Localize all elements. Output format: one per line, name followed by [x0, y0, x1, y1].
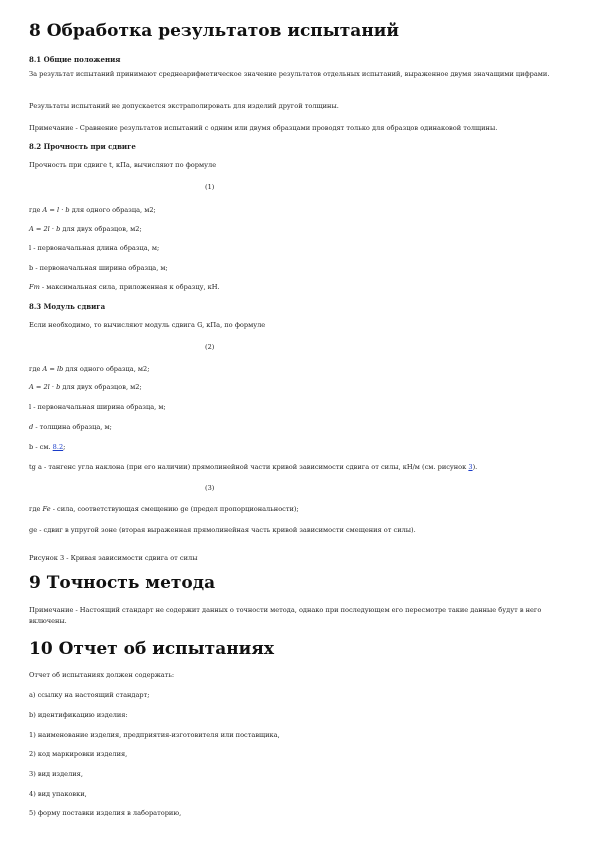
note-comparison: Примечание - Сравнение результатов испытаний с одним или двумя образцами проводят только для образцов одинаковой толщины. — [29, 124, 498, 132]
link-figure-3[interactable]: 3 — [468, 463, 473, 471]
report-item: 1) наименование изделия, предприятия-изготовителя или поставщика, — [29, 731, 280, 739]
where-length: l - первоначальная длина образца, м; — [29, 244, 160, 252]
section-9-heading: 9 Точность метода — [29, 573, 216, 593]
where-area-double: A = 2l · b для двух образцов, м2; — [29, 225, 142, 233]
report-intro: Отчет об испытаниях должен содержать: — [29, 671, 175, 679]
report-item: 3) вид изделия, — [29, 770, 83, 778]
report-item: 5) форму поставки изделия в лабораторию, — [29, 809, 182, 817]
paragraph-no-extrapolation: Результаты испытаний не допускается экстраполировать для изделий другой толщины. — [29, 102, 339, 110]
where-max-force: Fm - максимальная сила, приложенная к образцу, кН. — [29, 283, 220, 291]
report-item: 4) вид упаковки, — [29, 790, 87, 798]
subsection-8-2-heading: 8.2 Прочность при сдвиге — [29, 142, 136, 151]
where-tangent: tg a - тангенс угла наклона (при его наличии) прямолинейной части кривой зависимости сдвига от силы, кН/м (см. рисунок 3). — [29, 463, 478, 471]
where-force-fe: где Fe - сила, соответствующая смещению ge (предел пропорциональности); — [29, 505, 299, 513]
subsection-8-3-heading: 8.3 Модуль сдвига — [29, 302, 106, 311]
equation-number-3: (3) — [205, 484, 215, 492]
where-width: b - первоначальная ширина образца, м; — [29, 264, 168, 272]
link-section-8-2[interactable]: 8.2 — [52, 443, 64, 451]
paragraph-result-definition: За результат испытаний принимают среднеарифметическое значение результатов отдельных испытаний, выраженное двумя значащими цифрами. — [29, 70, 550, 78]
section-10-heading: 10 Отчет об испытаниях — [29, 639, 274, 659]
shear-strength-intro: Прочность при сдвиге t, кПа, вычисляют по формуле — [29, 161, 217, 169]
where-area-single-2: где A = lb для одного образца, м2; — [29, 365, 150, 373]
report-item: 2) код маркировки изделия, — [29, 750, 128, 758]
note-accuracy: Примечание - Настоящий стандарт не содержит данных о точности метода, однако при последующем его пересмотре такие данные будут в него включены. — [29, 606, 542, 625]
where-b-reference: b - см. 8.2; — [29, 443, 66, 451]
where-area-single: где A = l · b для одного образца, м2; — [29, 206, 156, 214]
subsection-8-1-heading: 8.1 Общие положения — [29, 55, 121, 64]
shear-modulus-intro: Если необходимо, то вычисляют модуль сдвига G, кПа, по формуле — [29, 321, 266, 329]
report-item: а) ссылку на настоящий стандарт; — [29, 691, 150, 699]
where-area-double-2: A = 2l · b для двух образцов, м2; — [29, 383, 142, 391]
section-8-heading: 8 Обработка результатов испытаний — [29, 21, 399, 41]
equation-number-2: (2) — [205, 343, 215, 351]
equation-number-1: (1) — [205, 183, 215, 191]
report-item: b) идентификацию изделия: — [29, 711, 128, 719]
where-width-2: l - первоначальная ширина образца, м; — [29, 403, 166, 411]
where-shear-ge: ge - сдвиг в упругой зоне (вторая выраженная прямолинейная часть кривой зависимости смещения от силы). — [29, 526, 416, 534]
figure-3-caption: Рисунок 3 - Кривая зависимости сдвига от силы — [29, 554, 198, 562]
where-thickness: d - толщина образца, м; — [29, 423, 112, 431]
